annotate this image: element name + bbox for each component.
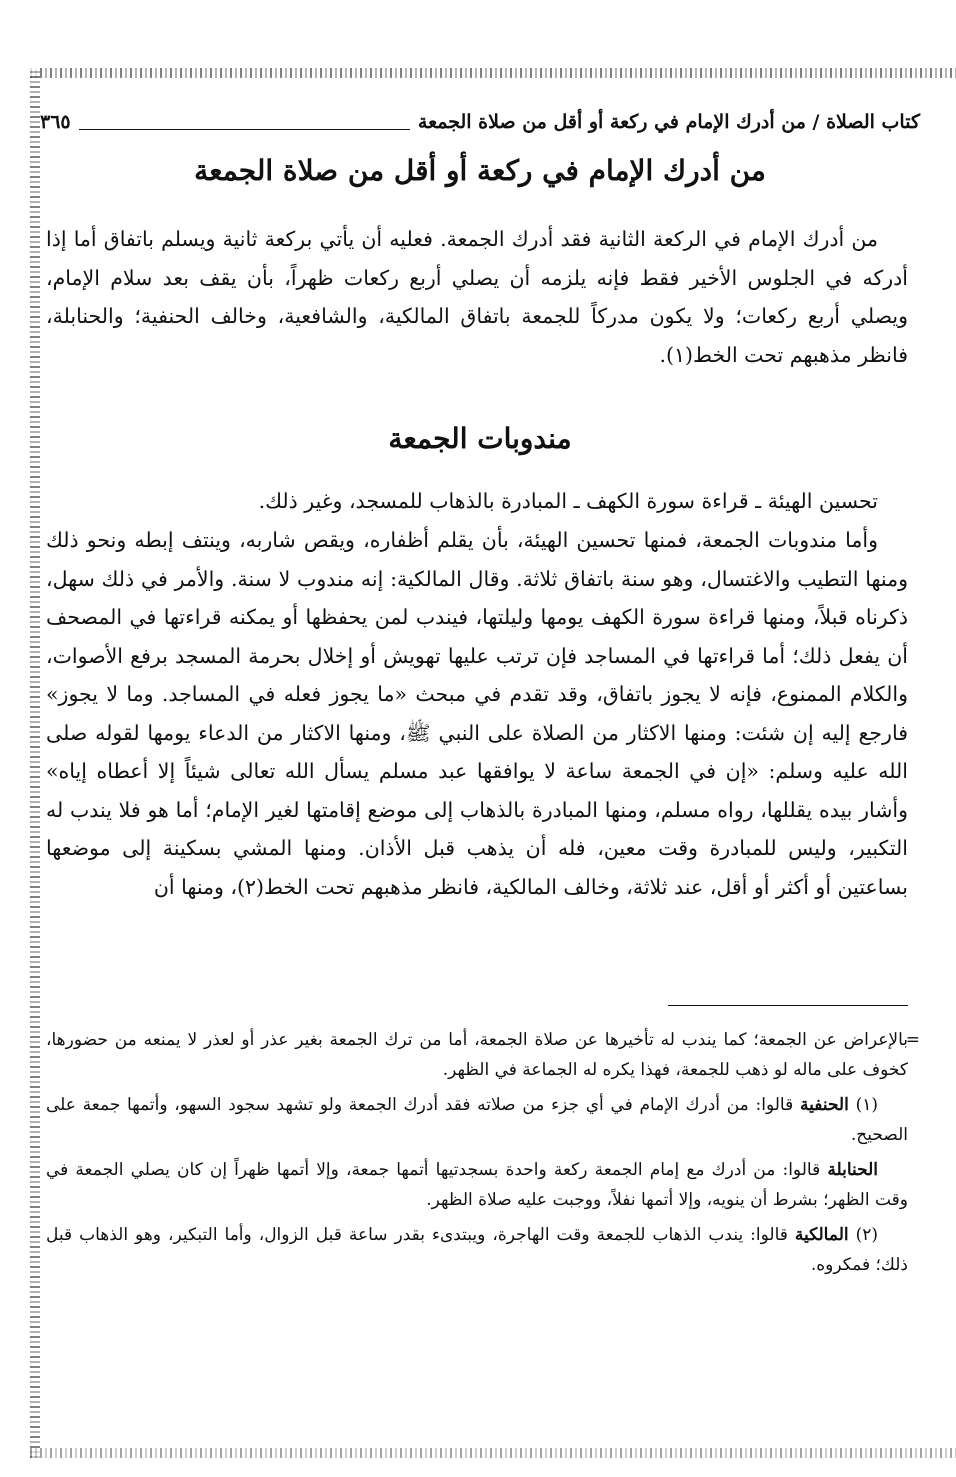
- footnote-1-school: الحنفية: [799, 1095, 849, 1115]
- section-title-1: من أدرك الإمام في ركعة أو أقل من صلاة الجمعة: [194, 154, 766, 187]
- footnote-separator: [668, 1005, 908, 1006]
- footnote-2-text: قالوا: يندب الذهاب للجمعة وقت الهاجرة، ويبتدىء بقدر ساعة قبل الزوال، وأما التبكير، وهو الذهاب قبل ذلك؛ فمكروه.: [46, 1225, 908, 1275]
- footnote-2: [46, 1220, 908, 1280]
- book-page: [40, 80, 920, 1440]
- footnote-2-number: (٢): [855, 1225, 879, 1245]
- page-number: ٣٦٥: [40, 111, 71, 133]
- decorative-border-top: [30, 68, 956, 78]
- footnote-continuation: [46, 1025, 920, 1085]
- running-header: [40, 104, 920, 140]
- footnote-continuation-text: بالإعراض عن الجمعة؛ كما يندب له تأخيرها عن صلاة الجمعة، أما من ترك الجمعة بغير عذر أو لعذر لا يمنعه من حضورها، كخوف على ماله لو ذهب للجمعة، فهذا يكره له الجماعة في الظهر.: [46, 1030, 908, 1080]
- section-1-paragraph: من أدرك الإمام في الركعة الثانية فقد أدرك الجمعة. فعليه أن يأتي بركعة ثانية ويسلم باتفاق أما إذا أدركه في الجلوس الأخير فقط فإنه يلزمه أن يصلي أربع ركعات ظهراً، بأن يقف بعد سلام الإمام، ويصلي أربع ركعات؛ ولا يكون مدركاً للجمعة باتفاق المالكية، والشافعية، وخالف الحنفية؛ والحنابلة، فانظر مذهبهم تحت الخط(١).: [46, 227, 908, 367]
- footnote-1b: [46, 1155, 908, 1215]
- footnote-1: [46, 1090, 908, 1150]
- footnote-2-school: المالكية: [794, 1225, 849, 1245]
- decorative-border-bottom: [30, 1448, 956, 1458]
- running-header-title: كتاب الصلاة / من أدرك الإمام في ركعة أو أقل من صلاة الجمعة: [417, 111, 920, 133]
- footnote-1b-text: قالوا: من أدرك مع إمام الجمعة ركعة واحدة بسجدتيها أتمها جمعة، وإلا أتمها ظهراً إن كان يصلي الجمعة في وقت الظهر؛ بشرط أن ينويه، وإلا أتمها نفلاً، ووجبت عليه صلاة الظهر.: [46, 1160, 908, 1210]
- section-2-intro: تحسين الهيئة ـ قراءة سورة الكهف ـ المبادرة بالذهاب للمسجد، وغير ذلك.: [258, 489, 878, 513]
- section-title-2: مندوبات الجمعة: [388, 422, 572, 455]
- footnote-1-number: (١): [855, 1095, 878, 1115]
- section-2-body: وأما مندوبات الجمعة، فمنها تحسين الهيئة، بأن يقلم أظفاره، ويقص شاربه، وينتف إبطه ونحو ذلك ومنها التطيب والاغتسال، وهو سنة باتفاق ثلاثة. وقال المالكية: إنه مندوب لا سنة. والأمر في ذلك سهل، ذكرناه قبلاً، ومنها قراءة سورة الكهف يومها وليلتها، فيندب لمن يحفظها أو يمكنه قراءتها في المصحف أن يفعل ذلك؛ أما قراءتها في المساجد فإن ترتب عليها تهويش أو إخلال بحرمة المسجد برفع الأصوات، والكلام الممنوع، فإنه لا يجوز باتفاق، وقد تقدم في مبحث «ما يجوز فعله في المساجد. وما لا يجوز» فارجع إليه إن شئت: ومنها الاكثار من الصلاة على النبي ﷺ، ومنها الاكثار من الدعاء يومها لقوله صلى الله عليه وسلم: «إن في الجمعة ساعة لا يوافقها عبد مسلم يسأل الله تعالى شيئاً إلا أعطاه إياه» وأشار بيده يقللها، رواه مسلم، ومنها المبادرة بالذهاب إلى موضع إقامتها لغير الإمام؛ أما هو فلا يندب له التكبير، وليس للمبادرة وقت معين، فله أن يذهب قبل الأذان. ومنها المشي بسكينة إلى موضعها بساعتين أو أكثر أو أقل، عند ثلاثة، وخالف المالكية، فانظر مذهبهم تحت الخط(٢)، ومنها أن: [46, 528, 908, 899]
- header-rule: [79, 115, 410, 130]
- footnote-1-text: قالوا: من أدرك الإمام في أي جزء من صلاته فقد أدرك الجمعة ولو تشهد سجود السهو، وأتمها جمعة على الصحيح.: [46, 1095, 908, 1145]
- footnote-1b-school: الحنابلة: [827, 1160, 879, 1180]
- decorative-border-left: [30, 68, 40, 1458]
- continuation-mark: =: [905, 1030, 920, 1050]
